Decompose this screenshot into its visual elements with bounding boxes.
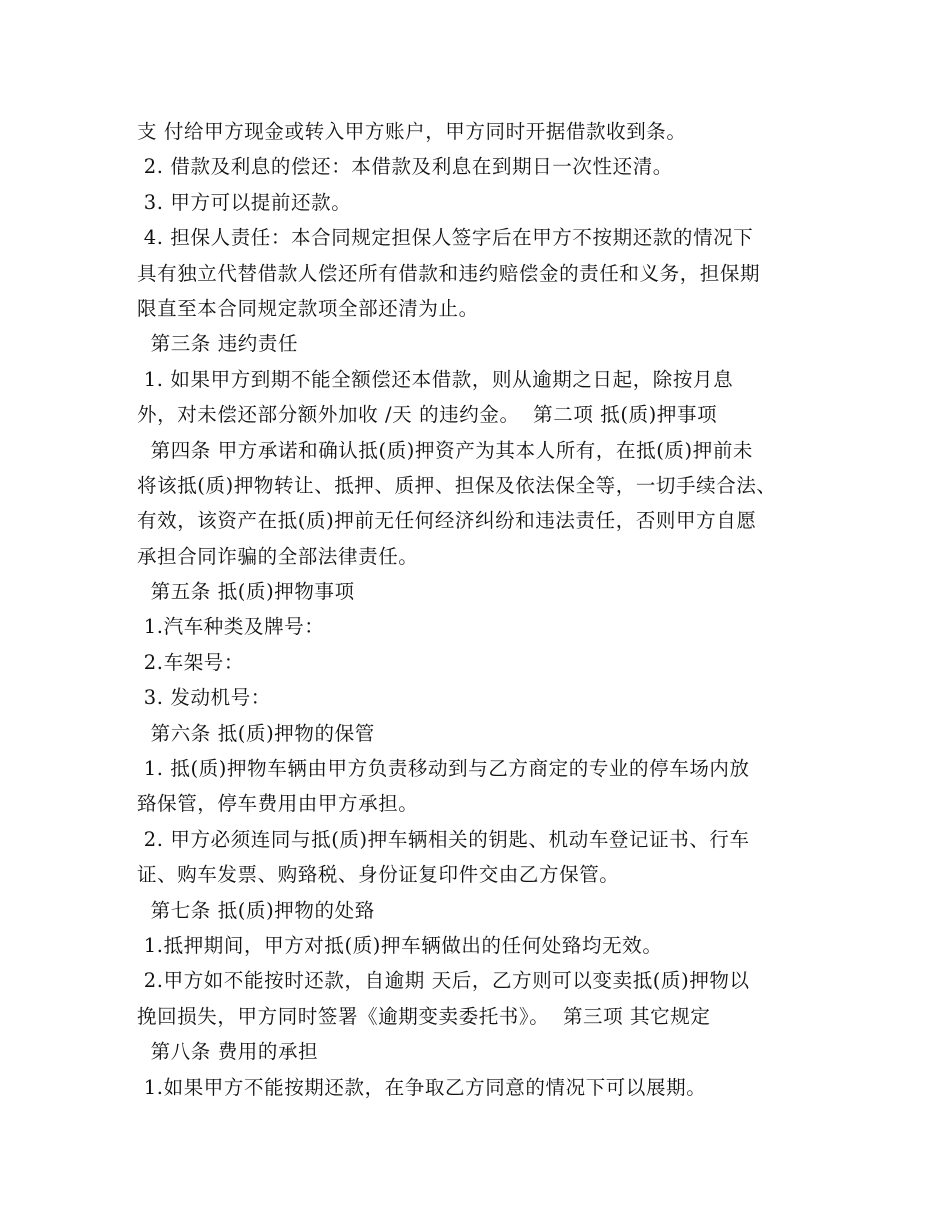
text-line: 挽回损失，甲方同时签署《逾期变卖委托书》。 第三项 其它规定 <box>137 1004 711 1028</box>
text-line: 2. 甲方必须连同与抵(质)押车辆相关的钥匙、机动车登记证书、行车 <box>137 827 750 851</box>
text-line: 3. 发动机号： <box>137 686 271 710</box>
text-line: 3. 甲方可以提前还款。 <box>137 190 352 214</box>
text-line: 承担合同诈骗的全部法律责任。 <box>137 544 419 568</box>
text-line: 臵保管，停车费用由甲方承担。 <box>137 792 419 816</box>
text-line: 4. 担保人责任：本合同规定担保人签字后在甲方不按期还款的情况下 <box>137 226 754 250</box>
text-line: 1. 如果甲方到期不能全额偿还本借款，则从逾期之日起，除按月息 <box>137 367 734 391</box>
text-line: 2.甲方如不能按时还款，自逾期 天后，乙方则可以变卖抵(质)押物以 <box>137 969 750 993</box>
section-heading: 第七条 抵(质)押物的处臵 <box>137 898 375 922</box>
section-heading: 第四条 甲方承诺和确认抵(质)押资产为其本人所有，在抵(质)押前未 <box>137 438 754 462</box>
text-line: 1.抵押期间，甲方对抵(质)押车辆做出的任何处臵均无效。 <box>137 933 663 957</box>
section-heading: 第六条 抵(质)押物的保管 <box>137 721 375 745</box>
text-line: 支 付给甲方现金或转入甲方账户，甲方同时开据借款收到条。 <box>137 120 687 143</box>
section-heading: 第三条 违约责任 <box>137 332 299 356</box>
text-line: 1.汽车种类及牌号： <box>137 615 325 639</box>
text-line: 2. 借款及利息的偿还：本借款及利息在到期日一次性还清。 <box>137 155 673 179</box>
text-line: 证、购车发票、购臵税、身份证复印件交由乙方保管。 <box>137 863 620 887</box>
document-body <box>137 114 837 1105</box>
text-line: 外，对未偿还部分额外加收 /天 的违约金。 第二项 抵(质)押事项 <box>137 403 718 427</box>
text-line: 有效，该资产在抵(质)押前无任何经济纠纷和违法责任，否则甲方自愿 <box>137 509 757 533</box>
text-line: 1. 抵(质)押物车辆由甲方负责移动到与乙方商定的专业的停车场内放 <box>137 757 750 781</box>
text-line: 1.如果甲方不能按期还款，在争取乙方同意的情况下可以展期。 <box>137 1075 707 1099</box>
section-heading: 第五条 抵(质)押物事项 <box>137 580 355 604</box>
text-line: 2.车架号： <box>137 650 245 674</box>
section-heading: 第八条 费用的承担 <box>137 1040 319 1064</box>
text-line: 具有独立代替借款人偿还所有借款和违约赔偿金的责任和义务，担保期 <box>137 261 761 285</box>
text-line: 限直至本合同规定款项全部还清为止。 <box>137 296 479 320</box>
text-line: 将该抵(质)押物转让、抵押、质押、担保及依法保全等，一切手续合法、 <box>137 473 777 497</box>
